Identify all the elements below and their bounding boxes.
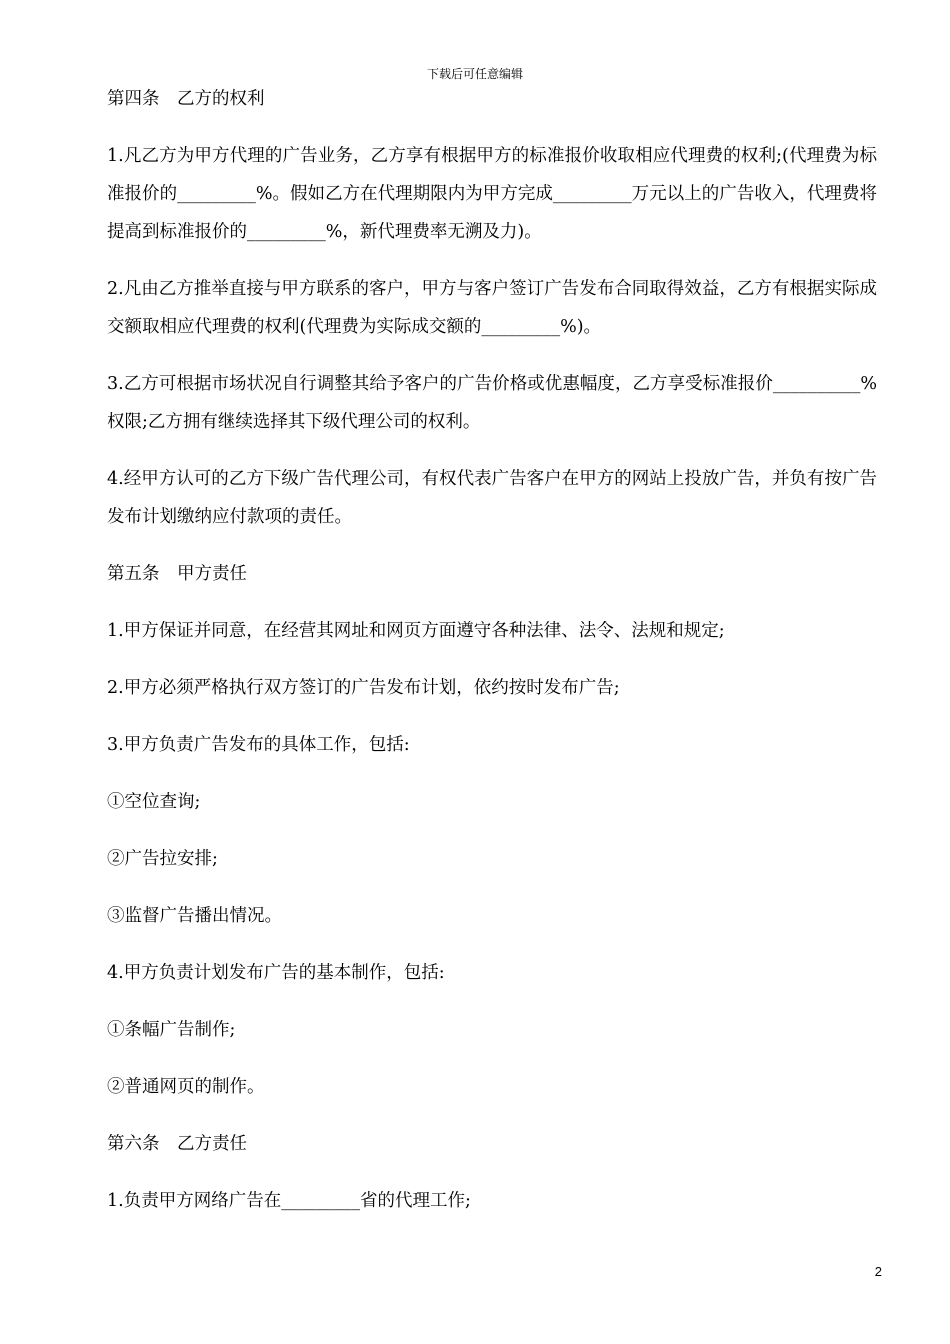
- article-5-heading: 第五条 甲方责任: [107, 564, 247, 584]
- article-5-clause-3-item-1: ①空位查询;: [107, 792, 201, 812]
- article-5-clause-4: 4.甲方负责计划发布广告的基本制作，包括:: [107, 963, 445, 983]
- article-5-clause-3: 3.甲方负责广告发布的具体工作，包括:: [107, 735, 410, 755]
- article-4-clause-4: 4.经甲方认可的乙方下级广告代理公司，有权代表广告客户在甲方的网站上投放广告，并负有按广告发布计划缴纳应付款项的责任。: [107, 469, 877, 527]
- article-4-heading: 第四条 乙方的权利: [107, 89, 265, 109]
- document-body: [107, 80, 877, 1239]
- article-5-clause-4-item-1: ①条幅广告制作;: [107, 1020, 236, 1040]
- article-5-clause-1: 1.甲方保证并同意，在经营其网址和网页方面遵守各种法律、法令、法规和规定;: [107, 621, 725, 641]
- article-6-heading: 第六条 乙方责任: [107, 1134, 247, 1154]
- article-5-clause-2: 2.甲方必须严格执行双方签订的广告发布计划，依约按时发布广告;: [107, 678, 620, 698]
- article-4-clause-2: 2.凡由乙方推举直接与甲方联系的客户，甲方与客户签订广告发布合同取得效益，乙方有根据实际成交额取相应代理费的权利(代理费为实际成交额的_________%)。: [107, 279, 877, 337]
- article-5-clause-4-item-2: ②普通网页的制作。: [107, 1077, 265, 1097]
- article-5-clause-3-item-2: ②广告拉安排;: [107, 849, 218, 869]
- article-4-clause-1: 1.凡乙方为甲方代理的广告业务，乙方享有根据甲方的标准报价收取相应代理费的权利;(代理费为标准报价的_________%。假如乙方在代理期限内为甲方完成_________万元以上的广告收入，代理费将提高到标准报价的_________%，新代理费率无溯及力)。: [107, 146, 877, 242]
- page-number: 2: [874, 1264, 882, 1279]
- article-4-clause-3: 3.乙方可根据市场状况自行调整其给予客户的广告价格或优惠幅度，乙方享受标准报价__________%权限;乙方拥有继续选择其下级代理公司的权利。: [107, 374, 877, 432]
- article-5-clause-3-item-3: ③监督广告播出情况。: [107, 906, 282, 926]
- article-6-clause-1: 1.负责甲方网络广告在_________省的代理工作;: [107, 1191, 471, 1211]
- download-editable-note: 下载后可任意编辑: [426, 67, 523, 81]
